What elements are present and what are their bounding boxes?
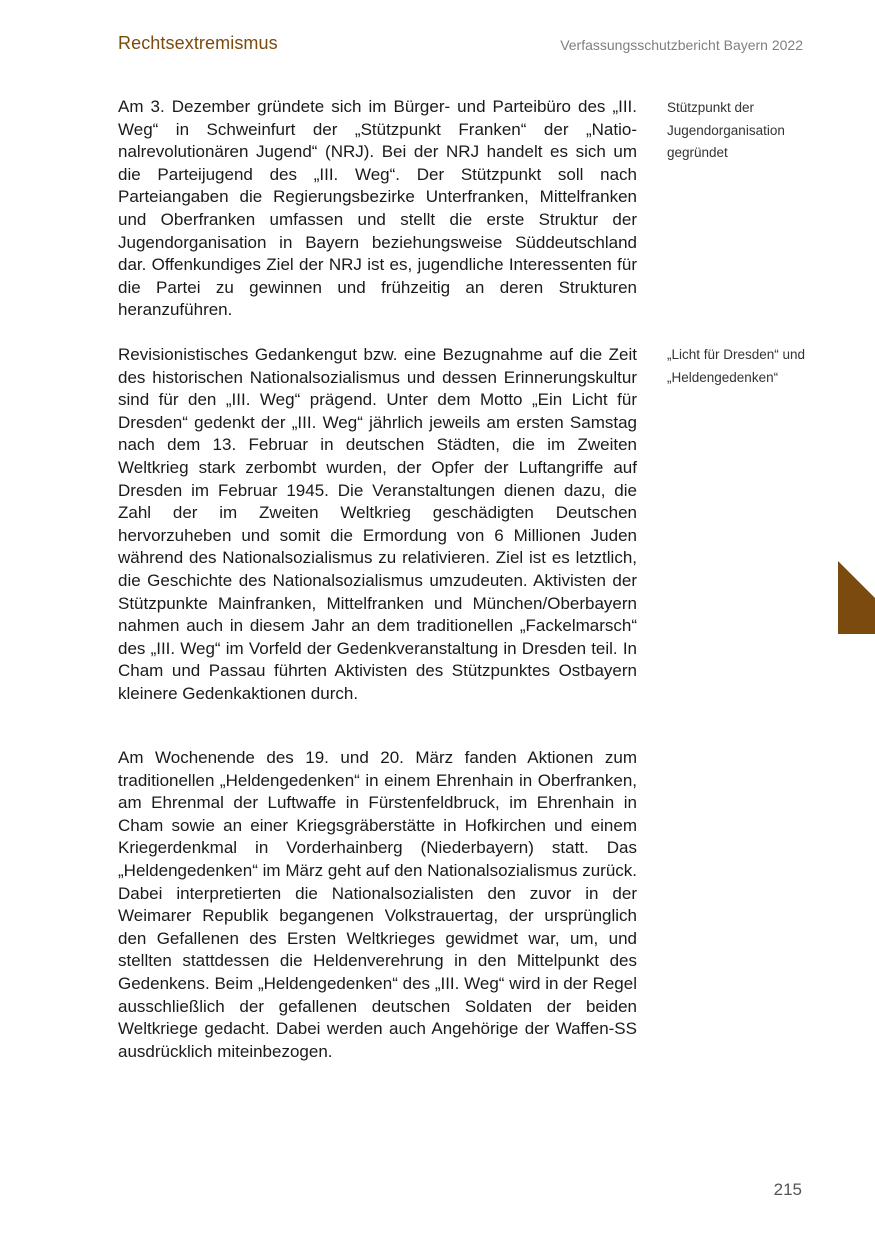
chapter-tab-marker (838, 561, 875, 634)
running-header-section: Rechtsextremismus (118, 33, 278, 53)
margin-note-jugendorganisation: Stützpunkt der Jugendorganisation gegründet (667, 100, 785, 160)
running-header-publication: Verfassungsschutzbericht Bayern 2022 (560, 37, 803, 53)
paragraph-nrj-stuetzpunkt: Am 3. Dezember gründete sich im Bürger- und Parteibüro des „III. Weg“ in Schweinfurt der „Stützpunkt Franken“ der „Nationalrevolutionären Jugend“ (NRJ). Bei der NRJ handelt es sich um die Parteijugend des „III. Weg“. Der Stützpunkt soll nach Parteiangaben die Regierungsbezirke Unterfranken, Mittelfranken und Oberfranken umfassen und stellt die erste Struktur der Jugendorganisation in Bayern beziehungsweise Süddeutschland dar. Offenkundiges Ziel der NRJ ist es, jugendliche Interessenten für die Partei zu gewinnen und frühzeitig an deren Strukturen heranzuführen. (118, 97, 637, 320)
margin-note-dresden-heldengedenken: „Licht für Dresden“ und „Heldengedenken“ (667, 347, 806, 385)
paragraph-licht-fuer-dresden: Revisionistisches Gedankengut bzw. eine Bezugnahme auf die Zeit des historischen Nationalsozialismus und dessen Erinnerungskultur sind für den „III. Weg“ prägend. Unter dem Motto „Ein Licht für Dresden“ gedenkt der „III. Weg“ jährlich jeweils am ersten Samstag nach dem 13. Februar in deutschen Städten, die im Zweiten Weltkrieg stark zerbombt wurden, der Opfer der Luftangriffe auf Dresden im Februar 1945. Die Veranstaltungen dienen dazu, die Zahl der im Zweiten Weltkrieg geschädigten Deutschen hervorzuheben und somit die Ermordung von 6 Millionen Juden während des Nationalsozialismus zu relativieren. Ziel ist es letztlich, die Geschichte des Nationalsozialismus umzudeuten. Aktivisten der Stützpunkte Mainfranken, Mittelfranken und München/Oberbayern nahmen auch in diesem Jahr an dem traditionellen „Fackelmarsch“ des „III. Weg“ im Vorfeld der Gedenkveranstaltung in Dresden teil. In Cham und Passau führten Aktivisten des Stützpunktes Ostbayern kleinere Gedenkaktionen durch. (118, 345, 637, 703)
chapter-tab-shape (838, 561, 875, 634)
paragraph-heldengedenken: Am Wochenende des 19. und 20. März fanden Aktionen zum traditionellen „Heldengedenken“ in einem Ehrenhain in Oberfranken, am Ehrenmal der Luftwaffe in Fürstenfeldbruck, im Ehrenhain in Cham sowie an einer Kriegsgräberstätte in Hofkirchen und einem Kriegerdenkmal in Vorderhainberg (Niederbayern) statt. Das „Heldengedenken“ im März geht auf den Nationalsozialismus zurück. Dabei interpretierten die Nationalsozialisten den zuvor in der Weimarer Republik begangenen Volkstrauertag, der ursprünglich den Gefallenen des Ersten Weltkrieges gewidmet war, um, und stellten stattdessen die Heldenverehrung in den Mittelpunkt des Gedenkens. Beim „Heldengedenken“ des „III. Weg“ wird in der Regel ausschließlich der gefallenen deutschen Soldaten der beiden Weltkriege gedacht. Dabei werden auch Angehörige der Waffen-SS ausdrücklich miteinbezogen. (118, 748, 637, 1061)
page-number: 215 (773, 1180, 802, 1199)
